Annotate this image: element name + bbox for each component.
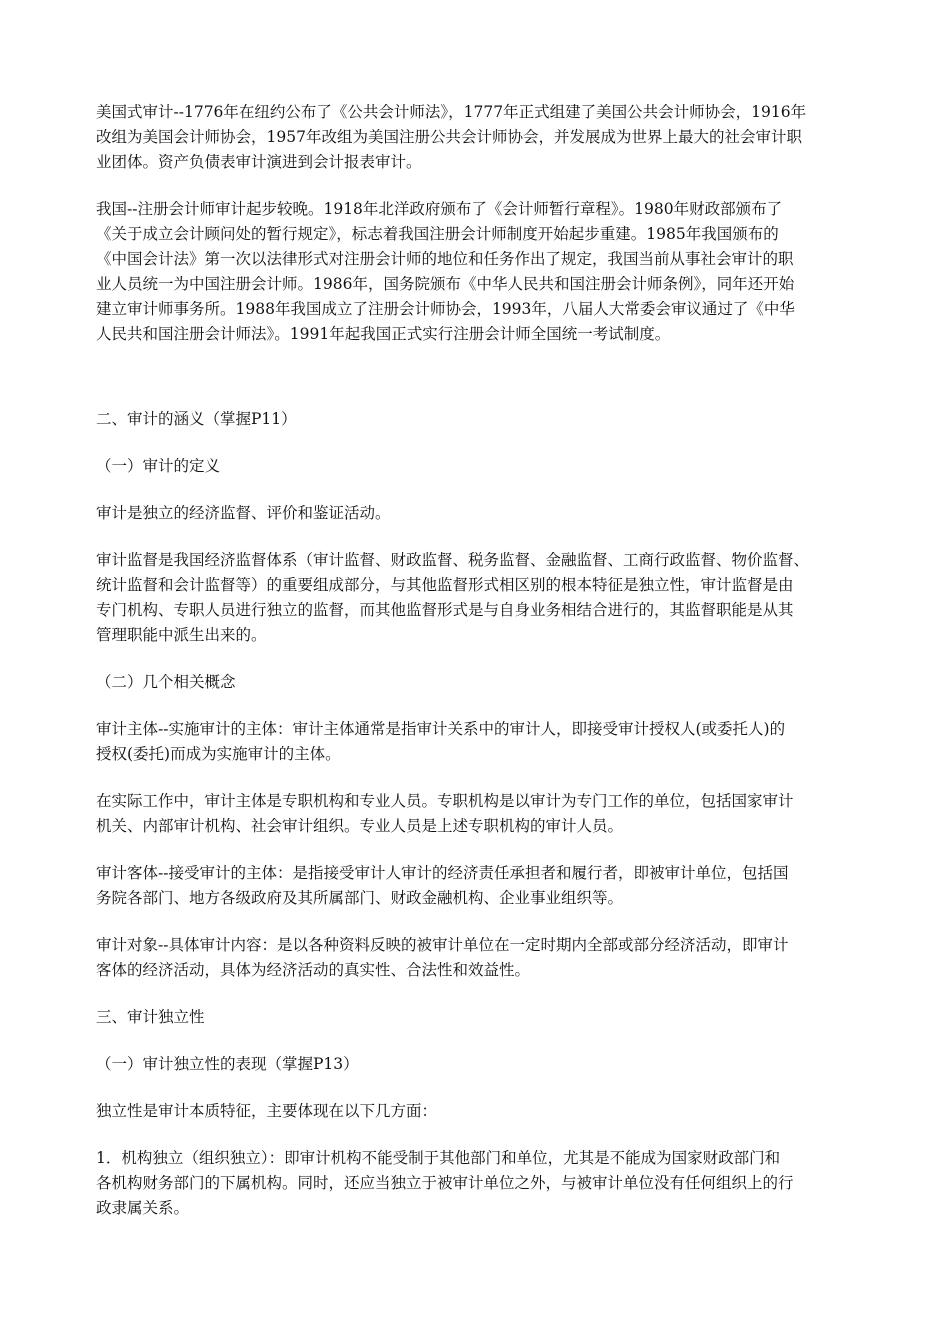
- paragraph-china-audit-history: [96, 197, 860, 347]
- text-line: 1．机构独立（组织独立）：即审计机构不能受制于其他部门和单位，尤其是不能成为国家财政部门和: [96, 1149, 781, 1167]
- text-line: 人民共和国注册会计师法》。1991年起我国正式实行注册会计师全国统一考试制度。: [96, 325, 671, 343]
- paragraph-audit-subject: [96, 717, 860, 767]
- text-line: 机关、内部审计机构、社会审计组织。专业人员是上述专职机构的审计人员。: [96, 817, 624, 835]
- text-line: 业人员统一为中国注册会计师。1986年，国务院颁布《中华人民共和国注册会计师条例》，同年还开始: [96, 275, 795, 293]
- text-line: 审计监督是我国经济监督体系（审计监督、财政监督、税务监督、金融监督、工商行政监督、物价监督、: [96, 551, 810, 569]
- text-line: 《关于成立会计顾问处的暂行规定》，标志着我国注册会计师制度开始起步重建。1985年我国颁布的: [96, 225, 779, 243]
- text-line: 审计对象--具体审计内容：是以各种资料反映的被审计单位在一定时期内全部或部分经济活动，即审计: [96, 936, 789, 954]
- paragraph-audit-subject-practice: [96, 789, 860, 839]
- paragraph-independence-intro: [96, 1099, 860, 1124]
- text-line: 授权(委托)而成为实施审计的主体。: [96, 745, 341, 763]
- text-line: 管理职能中派生出来的。: [96, 626, 267, 644]
- text-line: 审计主体--实施审计的主体：审计主体通常是指审计关系中的审计人，即接受审计授权人(或委托人)的: [96, 720, 786, 738]
- text-line: 业团体。资产负债表审计演进到会计报表审计。: [96, 153, 422, 171]
- text-line: 专门机构、专职人员进行独立的监督，而其他监督形式是与自身业务相结合进行的，其监督职能是从其: [96, 601, 794, 619]
- text-line: 审计是独立的经济监督、评价和鉴证活动。: [96, 504, 391, 522]
- paragraph-institutional-independence: [96, 1146, 860, 1221]
- text-line: 独立性是审计本质特征，主要体现在以下几方面：: [96, 1102, 438, 1120]
- paragraph-us-audit-history: [96, 100, 860, 175]
- text-line: 《中国会计法》第一次以法律形式对注册会计师的地位和任务作出了规定，我国当前从事社会审计的职: [96, 250, 794, 268]
- subsection-heading-audit-definition: [96, 454, 860, 479]
- text-line: 二、审计的涵义（掌握P11）: [96, 410, 297, 428]
- text-line: 改组为美国会计师协会，1957年改组为美国注册公共会计师协会，并发展成为世界上最大的社会审计职: [96, 128, 802, 146]
- text-line: 客体的经济活动，具体为经济活动的真实性、合法性和效益性。: [96, 961, 531, 979]
- text-line: 各机构财务部门的下属机构。同时，还应当独立于被审计单位之外，与被审计单位没有任何组织上的行: [96, 1174, 794, 1192]
- paragraph-audit-object-entity: [96, 861, 860, 911]
- text-line: 政隶属关系。: [96, 1199, 190, 1217]
- text-line: 在实际工作中，审计主体是专职机构和专业人员。专职机构是以审计为专门工作的单位，包括国家审计: [96, 792, 794, 810]
- text-line: 统计监督和会计监督等）的重要组成部分，与其他监督形式相区别的根本特征是独立性，审计监督是由: [96, 576, 794, 594]
- paragraph-audit-object-content: [96, 933, 860, 983]
- text-line: 三、审计独立性: [96, 1008, 205, 1026]
- section-heading-audit-independence: [96, 1005, 860, 1030]
- text-line: 务院各部门、地方各级政府及其所属部门、财政金融机构、企业事业组织等。: [96, 889, 624, 907]
- text-line: （一）审计独立性的表现（掌握P13）: [96, 1055, 359, 1073]
- text-line: 美国式审计--1776年在纽约公布了《公共会计师法》，1777年正式组建了美国公共会计师协会，1916年: [96, 103, 807, 121]
- text-line: （一）审计的定义: [96, 457, 221, 475]
- paragraph-audit-definition: [96, 501, 860, 526]
- section-heading-audit-meaning: [96, 407, 860, 432]
- text-line: 审计客体--接受审计的主体：是指接受审计人审计的经济责任承担者和履行者，即被审计单位，包括国: [96, 864, 789, 882]
- text-line: 我国--注册会计师审计起步较晚。1918年北洋政府颁布了《会计师暂行章程》。1980年财政部颁布了: [96, 200, 783, 218]
- paragraph-audit-supervision: [96, 548, 860, 648]
- text-line: 建立审计师事务所。1988年我国成立了注册会计师协会，1993年，八届人大常委会审议通过了《中华: [96, 300, 795, 318]
- text-line: （二）几个相关概念: [96, 673, 236, 691]
- document-body: [96, 100, 860, 1221]
- subsection-heading-independence-manifestation: [96, 1052, 860, 1077]
- subsection-heading-related-concepts: [96, 670, 860, 695]
